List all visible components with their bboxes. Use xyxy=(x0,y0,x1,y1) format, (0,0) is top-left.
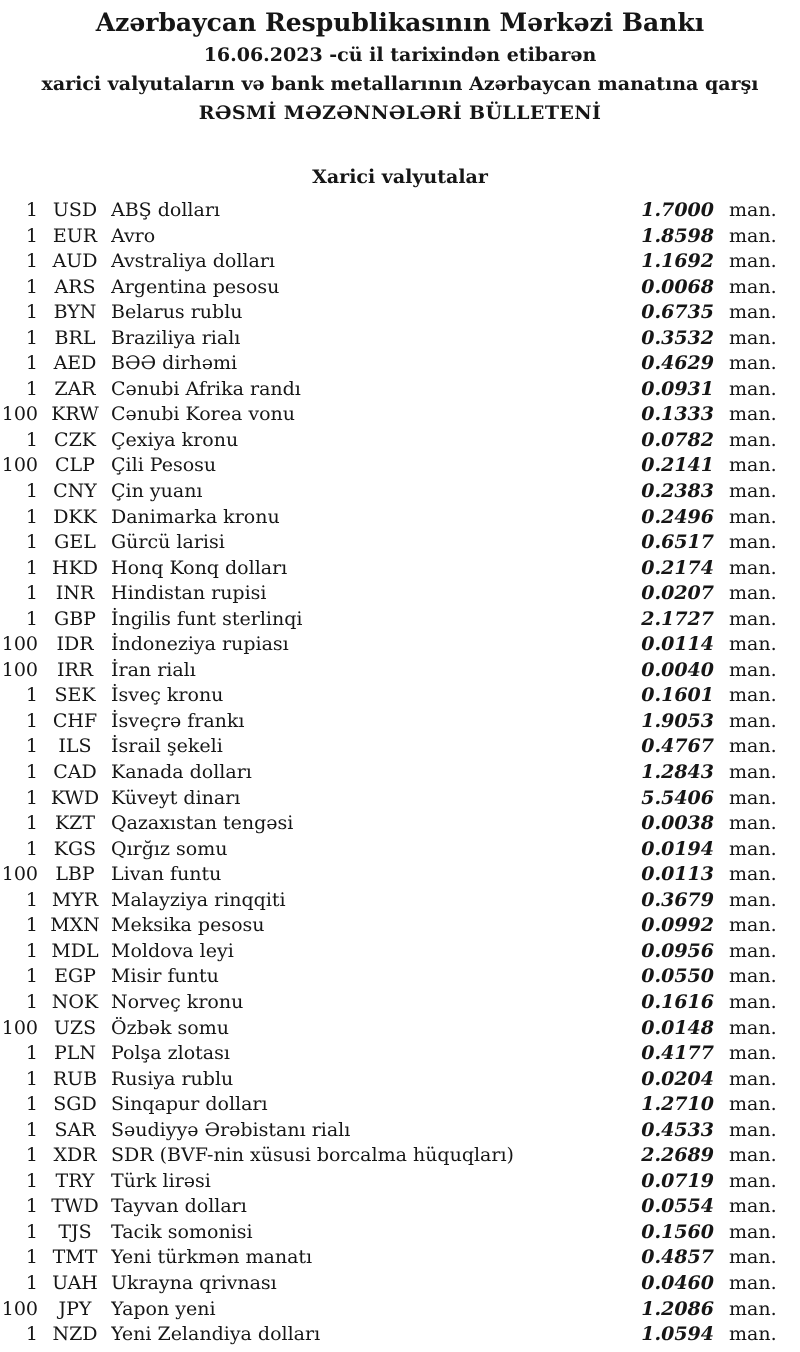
currency-name: Danimarka kronu xyxy=(111,505,280,528)
unit-label: man. xyxy=(729,301,777,324)
table-row xyxy=(0,1322,800,1348)
currency-name: Türk lirəsi xyxy=(111,1169,211,1192)
currency-code: TMT xyxy=(52,1246,98,1269)
currency-quantity: 1 xyxy=(25,301,38,324)
rate-value: 1.7000 xyxy=(641,199,714,221)
currency-code: PLN xyxy=(53,1042,97,1065)
table-row xyxy=(0,249,800,275)
unit-label: man. xyxy=(729,352,777,375)
rate-value: 0.4857 xyxy=(641,1246,714,1269)
unit-label: man. xyxy=(729,1042,777,1065)
currency-code: DKK xyxy=(53,505,97,528)
currency-code: SAR xyxy=(54,1118,96,1141)
currency-code: GEL xyxy=(54,531,96,554)
currency-name: Honq Konq dolları xyxy=(111,556,288,579)
rate-value: 1.1692 xyxy=(641,250,714,273)
currency-code: IDR xyxy=(56,633,94,656)
currency-code: AED xyxy=(53,352,97,375)
unit-label: man. xyxy=(729,1093,777,1116)
currency-quantity: 1 xyxy=(25,888,38,911)
rate-value: 1.2710 xyxy=(641,1093,714,1116)
unit-label: man. xyxy=(729,1118,777,1141)
unit-label: man. xyxy=(729,326,777,349)
table-row xyxy=(0,607,800,633)
unit-label: man. xyxy=(729,888,777,911)
rate-value: 0.4177 xyxy=(641,1042,714,1065)
unit-label: man. xyxy=(729,556,777,579)
currency-quantity: 1 xyxy=(25,1067,38,1090)
table-row xyxy=(0,453,800,479)
table-row xyxy=(0,1271,800,1297)
table-row xyxy=(0,1118,800,1144)
currency-name: İsveç kronu xyxy=(111,684,224,707)
rate-value: 0.0554 xyxy=(641,1195,714,1218)
currency-code: CNY xyxy=(53,480,97,503)
unit-label: man. xyxy=(729,658,777,681)
currency-quantity: 1 xyxy=(25,505,38,528)
rate-value: 0.0148 xyxy=(641,1016,714,1039)
rate-value: 0.6517 xyxy=(641,531,714,554)
table-row xyxy=(0,1169,800,1195)
unit-label: man. xyxy=(729,428,777,451)
unit-label: man. xyxy=(729,1195,777,1218)
rate-value: 0.0040 xyxy=(641,658,714,681)
rate-value: 0.0207 xyxy=(641,582,714,605)
unit-label: man. xyxy=(729,812,777,835)
unit-label: man. xyxy=(729,837,777,860)
currency-quantity: 100 xyxy=(1,1016,38,1039)
currency-code: MYR xyxy=(51,888,99,911)
rate-value: 5.5406 xyxy=(641,786,714,809)
currency-code: AUD xyxy=(52,250,98,273)
currency-code: JPY xyxy=(58,1297,92,1320)
currency-name: Qazaxıstan tengəsi xyxy=(111,812,294,835)
rate-value: 0.0068 xyxy=(641,275,714,298)
currency-code: UAH xyxy=(52,1271,98,1294)
table-row xyxy=(0,402,800,428)
currency-code: MXN xyxy=(50,914,100,937)
currency-name: Səudiyyə Ərəbistanı rialı xyxy=(111,1118,351,1141)
rate-value: 0.0931 xyxy=(641,377,714,400)
unit-label: man. xyxy=(729,939,777,962)
currency-code: SGD xyxy=(53,1093,97,1116)
rate-value: 0.1560 xyxy=(641,1220,714,1243)
table-row xyxy=(0,1245,800,1271)
currency-quantity: 1 xyxy=(25,480,38,503)
rate-value: 0.4533 xyxy=(641,1118,714,1141)
currency-quantity: 1 xyxy=(25,556,38,579)
currency-code: CHF xyxy=(52,709,98,732)
currency-quantity: 1 xyxy=(25,1042,38,1065)
unit-label: man. xyxy=(729,990,777,1013)
table-row xyxy=(0,658,800,684)
unit-label: man. xyxy=(729,531,777,554)
rate-value: 0.0782 xyxy=(641,428,714,451)
rate-value: 0.2141 xyxy=(641,454,714,477)
currency-name: Belarus rublu xyxy=(111,301,243,324)
table-row xyxy=(0,351,800,377)
currency-quantity: 1 xyxy=(25,1093,38,1116)
rate-value: 0.6735 xyxy=(641,301,714,324)
currency-quantity: 1 xyxy=(25,377,38,400)
unit-label: man. xyxy=(729,1016,777,1039)
table-row xyxy=(0,734,800,760)
rate-value: 0.3679 xyxy=(641,888,714,911)
rate-value: 1.9053 xyxy=(641,709,714,732)
document-header xyxy=(0,8,800,125)
currency-code: EGP xyxy=(54,965,96,988)
currency-quantity: 1 xyxy=(25,684,38,707)
currency-code: HKD xyxy=(52,556,98,579)
currency-code: IRR xyxy=(56,658,94,681)
rate-value: 0.1601 xyxy=(641,684,714,707)
table-row xyxy=(0,1067,800,1093)
currency-quantity: 1 xyxy=(25,326,38,349)
unit-label: man. xyxy=(729,1323,777,1346)
table-row xyxy=(0,632,800,658)
table-row xyxy=(0,709,800,735)
currency-code: KGS xyxy=(53,837,97,860)
table-row xyxy=(0,1220,800,1246)
currency-name: Yeni türkmən manatı xyxy=(111,1246,313,1269)
rate-value: 0.0719 xyxy=(641,1169,714,1192)
currency-code: EUR xyxy=(52,224,98,247)
unit-label: man. xyxy=(729,761,777,784)
currency-name: Polşa zlotası xyxy=(111,1042,230,1065)
currency-quantity: 1 xyxy=(25,275,38,298)
unit-label: man. xyxy=(729,1297,777,1320)
currency-name: Moldova leyi xyxy=(111,939,234,962)
unit-label: man. xyxy=(729,582,777,605)
currency-code: ZAR xyxy=(54,377,96,400)
currency-quantity: 1 xyxy=(25,428,38,451)
currency-quantity: 1 xyxy=(25,531,38,554)
rate-value: 1.2843 xyxy=(641,761,714,784)
table-row xyxy=(0,888,800,914)
currency-quantity: 1 xyxy=(25,990,38,1013)
currency-name: Kanada dolları xyxy=(111,761,252,784)
rate-value: 0.2383 xyxy=(641,480,714,503)
table-row xyxy=(0,224,800,250)
currency-code: RUB xyxy=(52,1067,98,1090)
currency-code: TJS xyxy=(58,1220,92,1243)
currency-code: UZS xyxy=(53,1016,97,1039)
currency-quantity: 1 xyxy=(25,1195,38,1218)
currency-quantity: 100 xyxy=(1,454,38,477)
rate-value: 0.4629 xyxy=(641,352,714,375)
table-row xyxy=(0,1194,800,1220)
currency-name: Braziliya rialı xyxy=(111,326,241,349)
currency-code: SEK xyxy=(54,684,96,707)
currency-name: Gürcü larisi xyxy=(111,531,225,554)
unit-label: man. xyxy=(729,1271,777,1294)
table-row xyxy=(0,479,800,505)
table-row xyxy=(0,505,800,531)
currency-code: ILS xyxy=(58,735,92,758)
currency-name: İsrail şekeli xyxy=(111,735,223,758)
currency-code: BYN xyxy=(53,301,97,324)
currency-name: Çili Pesosu xyxy=(111,454,217,477)
rate-value: 0.3532 xyxy=(641,326,714,349)
unit-label: man. xyxy=(729,735,777,758)
unit-label: man. xyxy=(729,1220,777,1243)
unit-label: man. xyxy=(729,786,777,809)
section-title: Xarici valyutalar xyxy=(312,166,488,188)
table-row xyxy=(0,786,800,812)
table-row xyxy=(0,300,800,326)
currency-quantity: 1 xyxy=(25,939,38,962)
currency-quantity: 1 xyxy=(25,607,38,630)
rate-value: 1.2086 xyxy=(641,1297,714,1320)
currency-quantity: 100 xyxy=(1,658,38,681)
currency-quantity: 1 xyxy=(25,352,38,375)
currency-name: Avstraliya dolları xyxy=(111,250,275,273)
currency-code: CAD xyxy=(53,761,97,784)
rate-value: 0.1616 xyxy=(641,990,714,1013)
currency-quantity: 1 xyxy=(25,837,38,860)
currency-quantity: 1 xyxy=(25,1220,38,1243)
table-row xyxy=(0,581,800,607)
unit-label: man. xyxy=(729,377,777,400)
currency-quantity: 1 xyxy=(25,1144,38,1167)
currency-quantity: 100 xyxy=(1,633,38,656)
unit-label: man. xyxy=(729,1246,777,1269)
currency-name: BƏƏ dirhəmi xyxy=(111,352,238,375)
currency-name: Tayvan dolları xyxy=(111,1195,247,1218)
currency-name: İndoneziya rupiası xyxy=(111,633,289,656)
currency-code: INR xyxy=(55,582,95,605)
unit-label: man. xyxy=(729,607,777,630)
rate-value: 1.0594 xyxy=(641,1323,714,1346)
currency-name: Misir funtu xyxy=(111,965,219,988)
rate-value: 2.2689 xyxy=(641,1144,714,1167)
rate-value: 0.2174 xyxy=(641,556,714,579)
table-row xyxy=(0,837,800,863)
currency-quantity: 1 xyxy=(25,582,38,605)
currency-code: TRY xyxy=(55,1169,95,1192)
currency-name: Livan funtu xyxy=(111,863,222,886)
rate-value: 0.0460 xyxy=(641,1271,714,1294)
currency-code: CZK xyxy=(54,428,96,451)
rate-value: 0.0194 xyxy=(641,837,714,860)
currency-name: Ukrayna qrivnası xyxy=(111,1271,277,1294)
currency-code: XDR xyxy=(53,1144,97,1167)
currency-quantity: 1 xyxy=(25,914,38,937)
table-row xyxy=(0,683,800,709)
unit-label: man. xyxy=(729,965,777,988)
currency-name: Cənubi Afrika randı xyxy=(111,377,301,400)
currency-quantity: 1 xyxy=(25,1323,38,1346)
table-row xyxy=(0,990,800,1016)
table-row xyxy=(0,1092,800,1118)
currency-code: CLP xyxy=(55,454,95,477)
currency-code: BRL xyxy=(54,326,96,349)
currency-quantity: 100 xyxy=(1,863,38,886)
currency-name: Özbək somu xyxy=(111,1016,229,1039)
table-row xyxy=(0,1016,800,1042)
table-row xyxy=(0,556,800,582)
currency-code: NZD xyxy=(52,1323,98,1346)
currency-quantity: 1 xyxy=(25,1246,38,1269)
currency-name: Avro xyxy=(111,224,156,247)
table-row xyxy=(0,760,800,786)
unit-label: man. xyxy=(729,403,777,426)
table-row xyxy=(0,964,800,990)
rate-value: 0.0956 xyxy=(641,939,714,962)
unit-label: man. xyxy=(729,224,777,247)
currency-quantity: 100 xyxy=(1,1297,38,1320)
table-row xyxy=(0,939,800,965)
currency-quantity: 1 xyxy=(25,735,38,758)
unit-label: man. xyxy=(729,505,777,528)
rate-value: 0.0550 xyxy=(641,965,714,988)
unit-label: man. xyxy=(729,709,777,732)
currency-code: LBP xyxy=(55,863,95,886)
rate-value: 0.0204 xyxy=(641,1067,714,1090)
currency-quantity: 1 xyxy=(25,250,38,273)
rate-value: 1.8598 xyxy=(641,224,714,247)
bulletin-title: RƏSMİ MƏZƏNNƏLƏRİ BÜLLETENİ xyxy=(198,102,602,124)
table-row xyxy=(0,530,800,556)
currency-code: TWD xyxy=(51,1195,99,1218)
currency-name: Çexiya kronu xyxy=(111,428,239,451)
currency-quantity: 1 xyxy=(25,199,38,221)
currency-name: Yeni Zelandiya dolları xyxy=(111,1323,321,1346)
currency-name: İsveçrə frankı xyxy=(111,709,245,732)
table-row xyxy=(0,1297,800,1323)
currency-quantity: 1 xyxy=(25,1169,38,1192)
unit-label: man. xyxy=(729,1067,777,1090)
table-row xyxy=(0,1041,800,1067)
unit-label: man. xyxy=(729,199,777,221)
currency-code: KZT xyxy=(54,812,96,835)
table-row xyxy=(0,428,800,454)
table-row xyxy=(0,811,800,837)
rate-value: 0.2496 xyxy=(641,505,714,528)
currency-quantity: 1 xyxy=(25,224,38,247)
unit-label: man. xyxy=(729,454,777,477)
unit-label: man. xyxy=(729,633,777,656)
table-row xyxy=(0,1143,800,1169)
currency-name: Küveyt dinarı xyxy=(111,786,241,809)
effective-date-line: 16.06.2023 -cü il tarixindən etibarən xyxy=(203,44,597,66)
unit-label: man. xyxy=(729,480,777,503)
rate-value: 0.0992 xyxy=(641,914,714,937)
currency-quantity: 1 xyxy=(25,1118,38,1141)
unit-label: man. xyxy=(729,1144,777,1167)
currency-name: İran rialı xyxy=(111,658,196,681)
table-row xyxy=(0,377,800,403)
currency-name: Malayziya rinqqiti xyxy=(111,888,286,911)
currency-name: SDR (BVF-nin xüsusi borcalma hüquqları) xyxy=(111,1144,514,1167)
currency-quantity: 1 xyxy=(25,965,38,988)
rate-value: 0.4767 xyxy=(641,735,714,758)
table-row xyxy=(0,862,800,888)
unit-label: man. xyxy=(729,275,777,298)
currency-name: İngilis funt sterlinqi xyxy=(111,607,303,630)
currency-code: NOK xyxy=(51,990,99,1013)
rate-value: 0.0113 xyxy=(641,863,714,886)
currency-quantity: 100 xyxy=(1,403,38,426)
unit-label: man. xyxy=(729,863,777,886)
currency-name: Argentina pesosu xyxy=(111,275,280,298)
currency-name: Norveç kronu xyxy=(111,990,244,1013)
currency-name: Sinqapur dolları xyxy=(111,1093,268,1116)
currency-quantity: 1 xyxy=(25,709,38,732)
rate-value: 2.1727 xyxy=(641,607,714,630)
currency-quantity: 1 xyxy=(25,1271,38,1294)
unit-label: man. xyxy=(729,914,777,937)
currency-quantity: 1 xyxy=(25,761,38,784)
currency-code: ARS xyxy=(54,275,96,298)
rate-value: 0.0114 xyxy=(641,633,714,656)
subject-line: xarici valyutaların və bank metallarının Azərbaycan manatına qarşı xyxy=(41,73,759,95)
rate-value: 0.0038 xyxy=(641,812,714,835)
currency-name: Rusiya rublu xyxy=(111,1067,234,1090)
currency-quantity: 1 xyxy=(25,812,38,835)
currency-code: KWD xyxy=(50,786,100,809)
currency-name: Meksika pesosu xyxy=(111,914,265,937)
table-row xyxy=(0,326,800,352)
currency-name: Qırğız somu xyxy=(111,837,228,860)
currency-name: Yapon yeni xyxy=(111,1297,216,1320)
currency-code: MDL xyxy=(51,939,99,962)
currency-name: Cənubi Korea vonu xyxy=(111,403,295,426)
bank-title: Azərbaycan Respublikasının Mərkəzi Bankı xyxy=(95,8,705,37)
currency-rates-table xyxy=(0,198,800,1348)
currency-quantity: 1 xyxy=(25,786,38,809)
currency-code: GBP xyxy=(54,607,96,630)
table-row xyxy=(0,913,800,939)
unit-label: man. xyxy=(729,1169,777,1192)
currency-name: Tacik somonisi xyxy=(111,1220,253,1243)
unit-label: man. xyxy=(729,250,777,273)
currency-name: Hindistan rupisi xyxy=(111,582,267,605)
table-row xyxy=(0,275,800,301)
unit-label: man. xyxy=(729,684,777,707)
rate-value: 0.1333 xyxy=(641,403,714,426)
currency-code: KRW xyxy=(51,403,99,426)
currency-code: USD xyxy=(52,199,98,221)
currency-name: Çin yuanı xyxy=(111,480,203,503)
table-row xyxy=(0,198,800,224)
currency-name: ABŞ dolları xyxy=(111,199,220,221)
